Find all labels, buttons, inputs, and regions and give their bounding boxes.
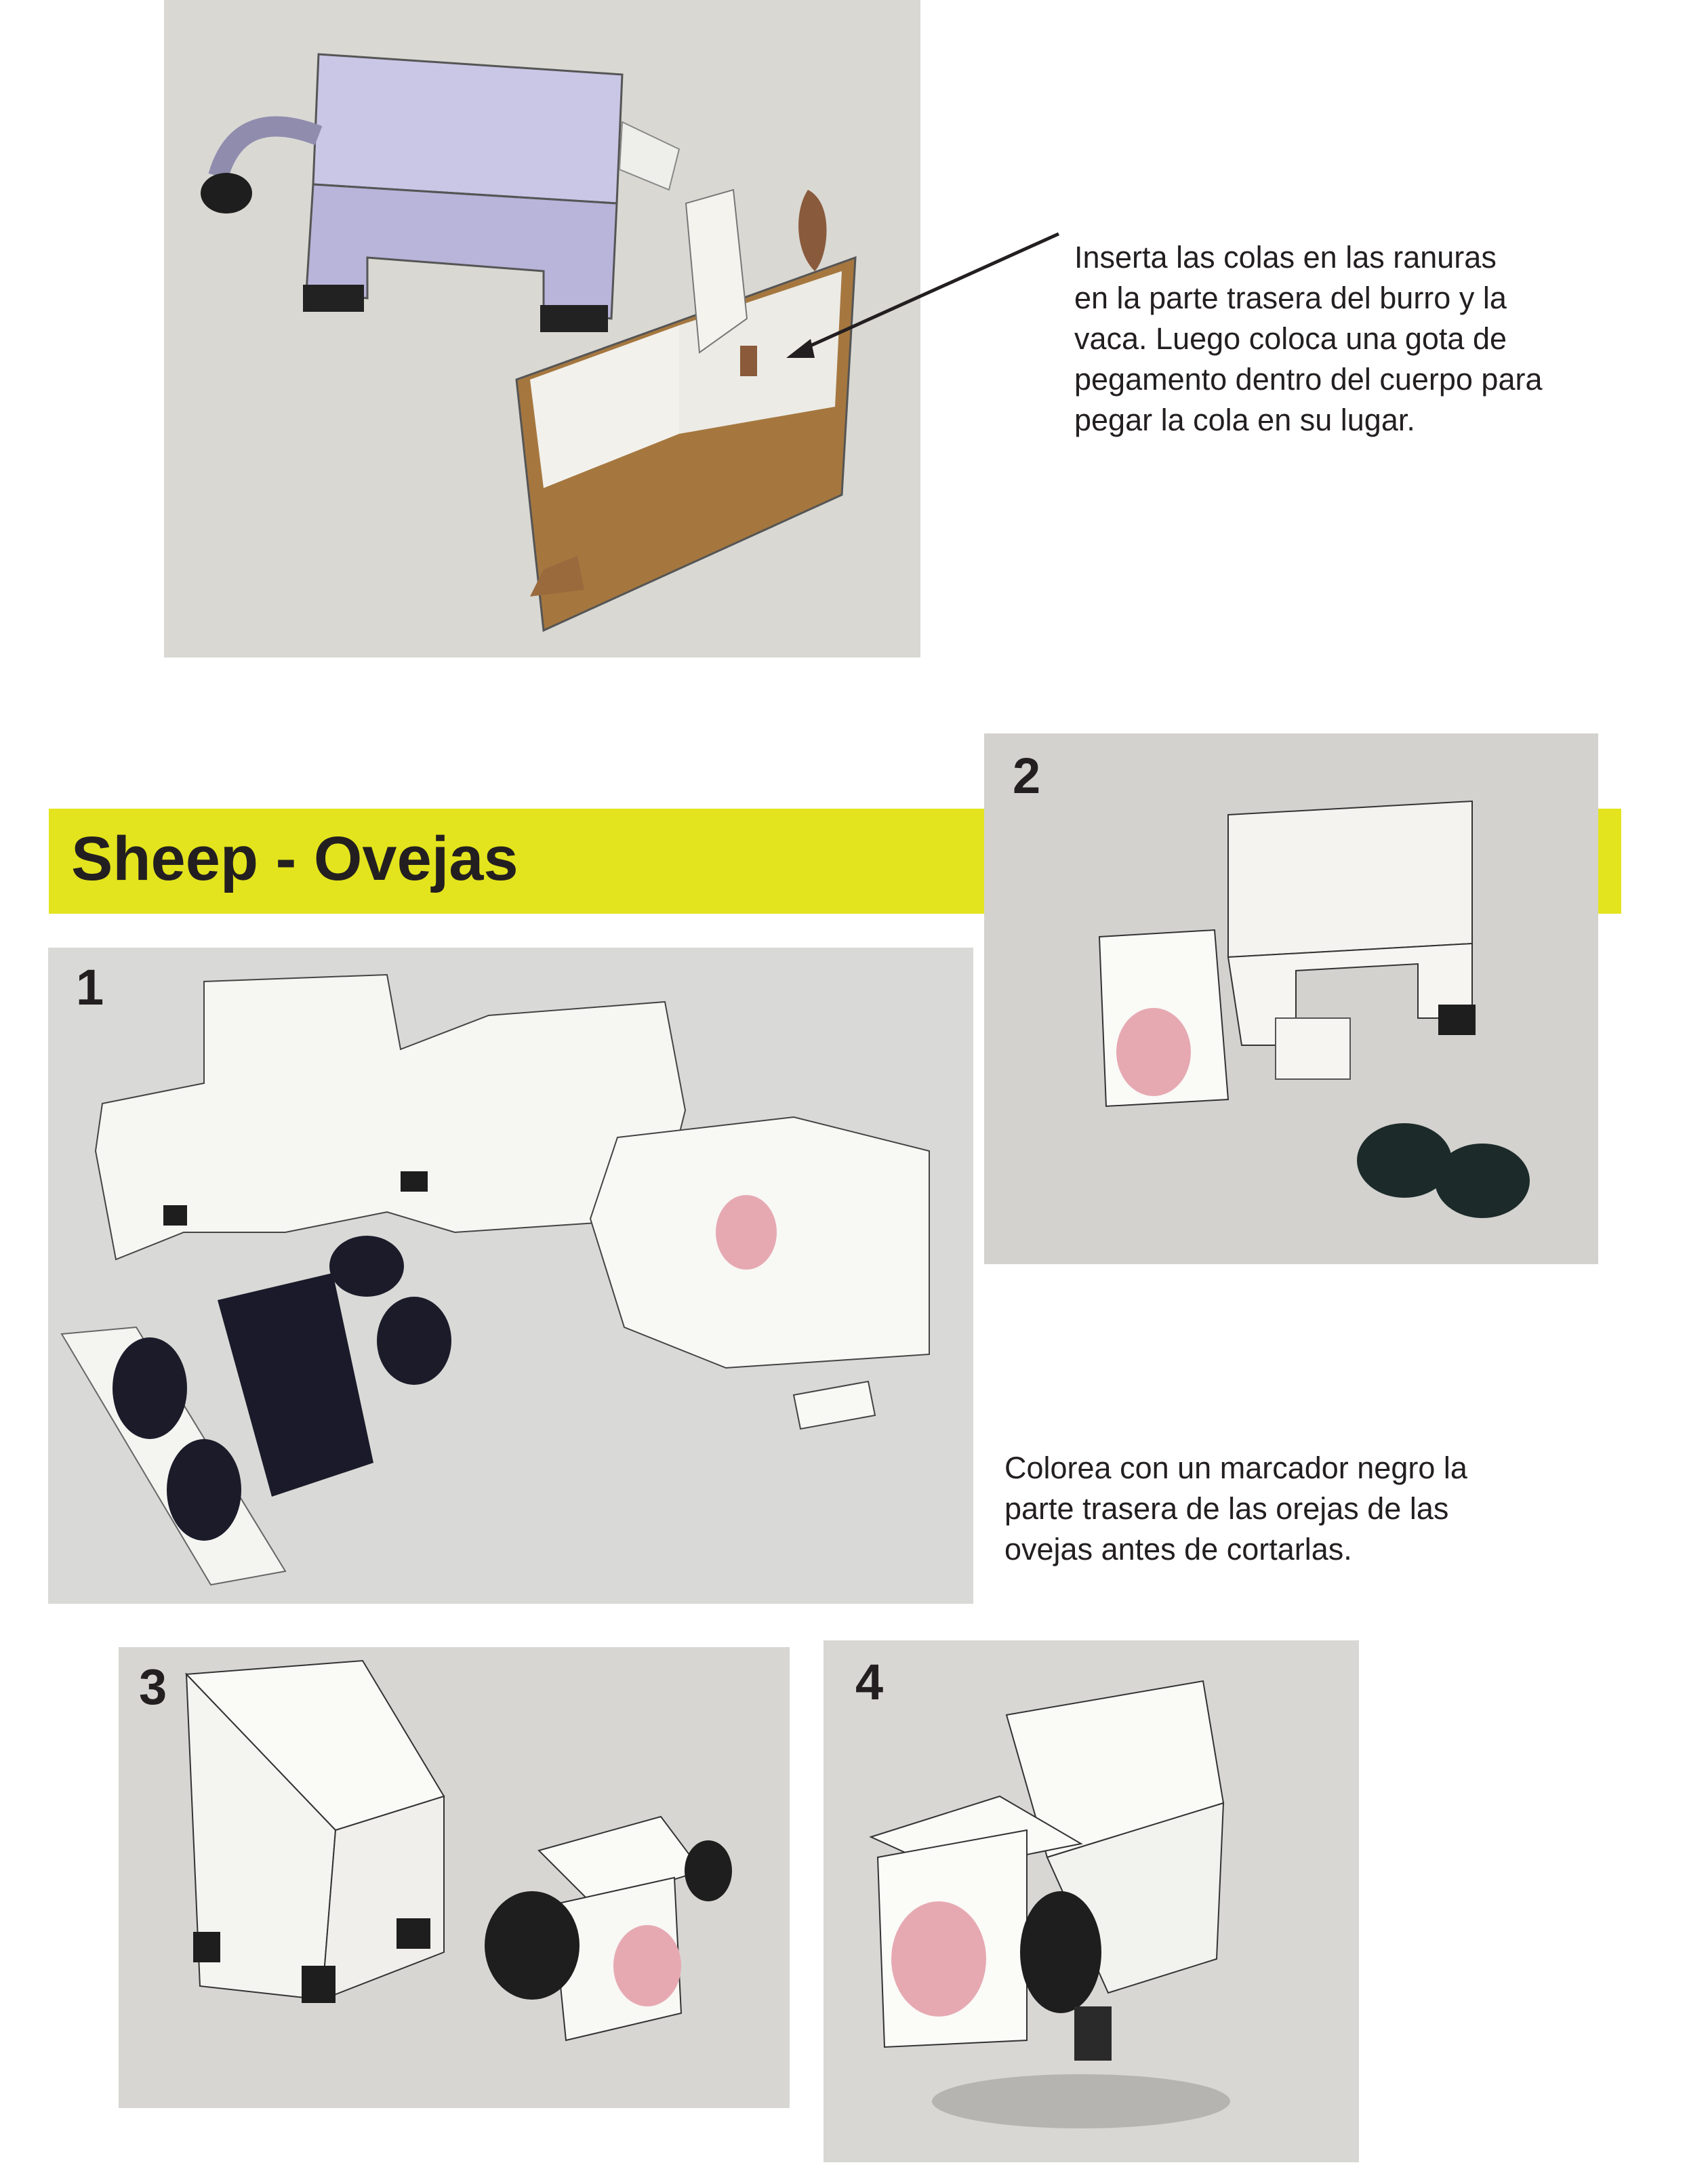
section-title: Sheep - Ovejas [71, 824, 519, 893]
sheep-step-1-illustration [48, 948, 973, 1604]
sheep-step-3-illustration [119, 1647, 790, 2108]
photo-step-2 [984, 733, 1598, 1264]
photo-step-1 [48, 948, 973, 1604]
step-number-2: 2 [1013, 748, 1041, 804]
ears-instructions: Colorea con un marcador negro la parte trasera de las orejas de las ovejas antes de cortarlas. [1004, 1451, 1467, 1566]
step-number-3: 3 [139, 1659, 167, 1715]
step-number-1: 1 [76, 959, 104, 1015]
sheep-step-4-illustration [824, 1640, 1359, 2162]
tails-instructions: Inserta las colas en las ranuras en la parte trasera del burro y la vaca. Luego coloca una gota de pegamento dentro del cuerpo para pegar la cola en su lugar. [1074, 240, 1543, 437]
step-number-4: 4 [855, 1654, 884, 1710]
photo-step-4 [824, 1640, 1359, 2162]
photo-tails-assembly [164, 0, 920, 658]
photo-step-3 [119, 1647, 790, 2108]
tails-illustration [164, 0, 920, 658]
sheep-step-2-illustration [984, 733, 1598, 1264]
